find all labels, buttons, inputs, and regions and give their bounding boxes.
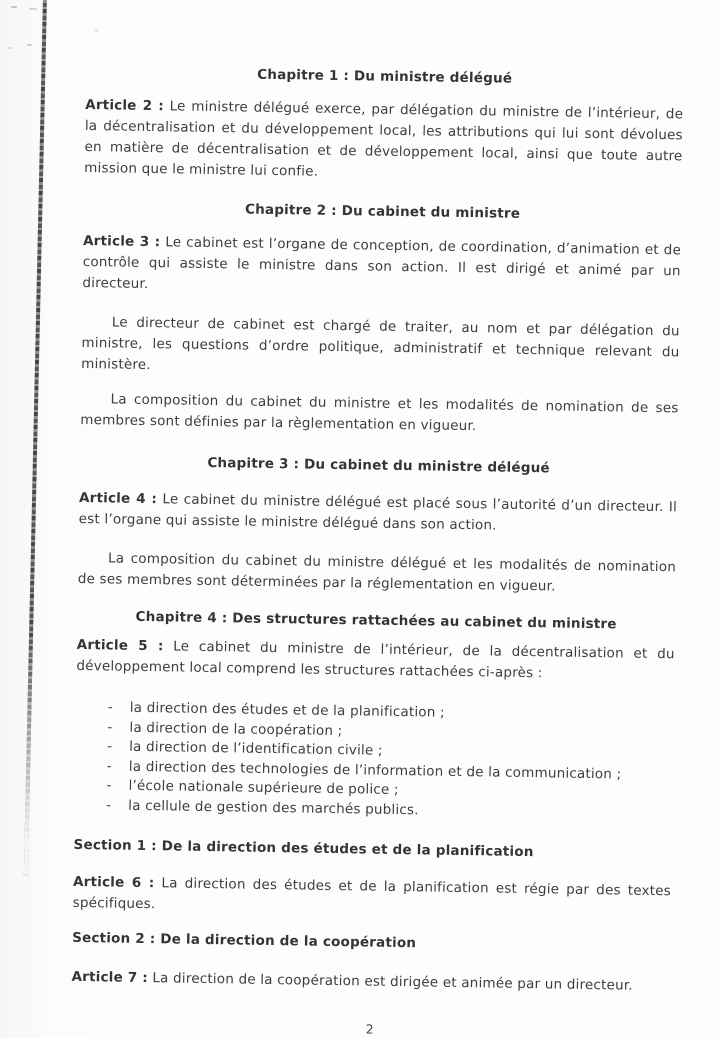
scan-speck [27,44,32,46]
list-item-text: la direction de l’identification civile ; [129,738,383,759]
scan-speck [11,6,17,8]
chapter-3-heading: Chapitre 3 : Du cabinet du ministre délégué [207,454,550,477]
scan-speck [95,29,98,32]
article-3-paragraph [82,231,681,303]
article-7-text: La direction de la coopération est dirigée et animée par un directeur. [152,970,633,994]
list-item-text: la direction de la coopération ; [129,719,343,739]
article-7-label: Article 7 : [71,968,149,987]
page-number: 2 [365,1021,374,1037]
list-dash: - [106,777,112,794]
attached-structures-list [74,698,674,824]
section-2-heading: Section 2 : De la direction de la coopération [72,929,417,952]
document-body [71,56,684,1038]
list-dash: - [107,738,113,755]
article-5-label: Article 5 : [76,636,164,655]
list-dash: - [106,757,113,774]
article-6-paragraph [73,872,672,923]
scan-fold-artifact [24,0,47,876]
chapter-4-heading: Chapitre 4 : Des structures rattachées au cabinet du ministre [135,608,617,633]
list-item-text: la direction des études et de la planification ; [129,699,445,721]
article-5-paragraph [76,635,675,686]
list-dash: - [107,718,113,735]
article-3-text: Le cabinet est l’organe de conception, de coordination, d’animation et de contrôle qui assiste le ministre dans son action. Il est dirigé et animé par un directeur. [82,234,682,293]
scan-speck [8,47,12,49]
list-dash: - [106,796,112,813]
article-2-paragraph [84,95,683,188]
list-dash: - [107,699,113,716]
article-4-paragraph [79,488,678,539]
list-item-text: la direction des technologies de l’information et de la communication ; [128,758,622,782]
list-item-text: l’école nationale supérieure de police ; [128,777,399,799]
article-6-text: La direction des études et de la planification est régie par des textes spécifiques. [72,875,672,913]
article-6-label: Article 6 : [72,873,155,892]
cabinet-composition-paragraph: La composition du cabinet du ministre et les modalités de nomination de ses membres sont définies par la règlementation en vigueur. [80,391,679,435]
section-1-heading: Section 1 : De la direction des études et de la planification [73,836,534,861]
article-2-label: Article 2 : [85,96,165,115]
article-4-label: Article 4 : [78,489,158,508]
list-item-text: la cellule de gestion des marchés publics. [128,797,419,818]
scan-speck [29,8,37,10]
article-2-text: Le ministre délégué exerce, par délégation du ministre de l’intérieur, de la décentralisation et du développement local, les attributions qui lui sont dévolues en matière de décentralisation et de développement local, ainsi que toute autre mission que le ministre lui confie. [84,98,684,180]
article-7-paragraph [71,967,669,997]
article-3-label: Article 3 : [82,232,161,251]
article-5-text: Le cabinet du ministre de l’intérieur, de la décentralisation et du développement local comprend les structures rattachées ci-après : [76,638,675,682]
chapter-2-heading: Chapitre 2 : Du cabinet du ministre [244,201,521,222]
article-4-text: Le cabinet du ministre délégué est placé sous l’autorité d’un directeur. Il est l’organe qui assiste le ministre délégué dans son action. [78,491,678,534]
delegate-cabinet-composition-paragraph: La composition du cabinet du ministre délégué et les modalités de nomination de ses membres sont déterminées par la réglementation en vigueur. [77,550,677,595]
chapter-1-heading: Chapitre 1 : Du ministre délégué [257,66,513,87]
cabinet-director-paragraph: Le directeur de cabinet est chargé de traiter, au nom et par délégation du ministre, les questions d’ordre politique, administratif et technique relevant du ministère. [81,314,680,374]
